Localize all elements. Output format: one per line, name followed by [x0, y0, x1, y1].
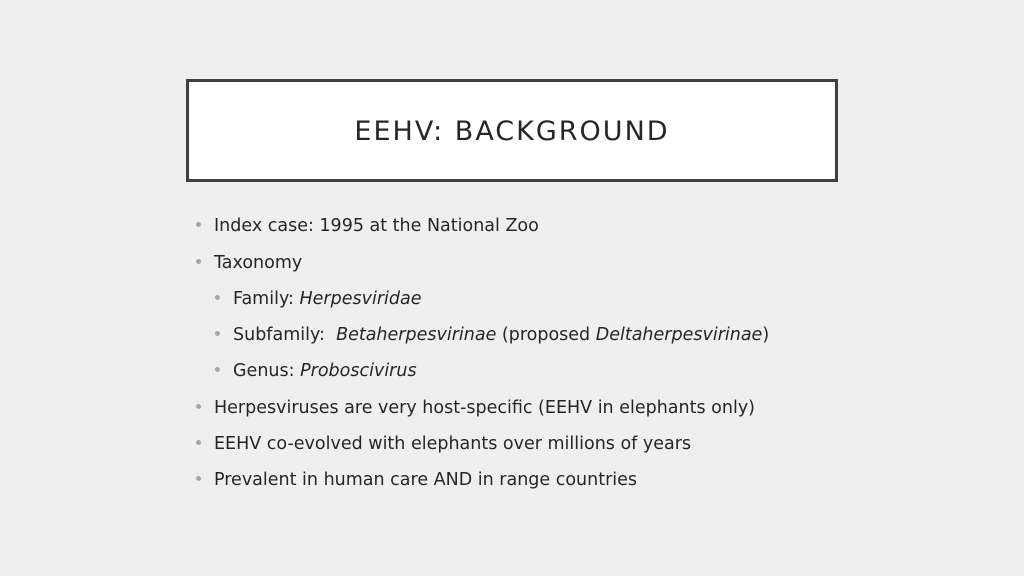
- subfamily-middle: (proposed: [496, 325, 596, 345]
- bullet-item-genus: [215, 359, 417, 383]
- bullet-text: EEHV co-evolved with elephants over millions of years: [214, 434, 692, 454]
- bullet-dot-icon: [196, 476, 201, 481]
- bullet-dot-icon: [215, 367, 220, 372]
- bullet-text: Prevalent in human care AND in range countries: [214, 470, 638, 490]
- bullet-item-prevalent: [196, 468, 637, 492]
- bullet-text: Herpesviruses are very host-specific (EEHV in elephants only): [214, 398, 756, 418]
- family-name: Herpesviridae: [299, 289, 422, 309]
- genus-name: Proboscivirus: [300, 361, 417, 381]
- slide-title: EEHV: BACKGROUND: [354, 116, 670, 147]
- family-label: Family:: [233, 289, 300, 309]
- bullet-dot-icon: [196, 404, 201, 409]
- bullet-item-host-specific: [196, 396, 755, 420]
- bullet-dot-icon: [196, 259, 201, 264]
- bullet-dot-icon: [215, 331, 220, 336]
- bullet-dot-icon: [215, 295, 220, 300]
- proposed-subfamily-name: Deltaherpesvirinae: [595, 325, 763, 345]
- bullet-item-index-case: [196, 214, 539, 238]
- subfamily-suffix: ): [762, 325, 770, 345]
- bullet-item-taxonomy: [196, 251, 302, 275]
- bullet-item-subfamily: [215, 323, 769, 347]
- subfamily-name: Betaherpesvirinae: [336, 325, 497, 345]
- bullet-dot-icon: [196, 440, 201, 445]
- title-box: [186, 79, 838, 182]
- bullet-item-family: [215, 287, 422, 311]
- bullet-text: Index case: 1995 at the National Zoo: [214, 216, 539, 236]
- subfamily-label: Subfamily:: [233, 325, 337, 345]
- bullet-dot-icon: [196, 222, 201, 227]
- bullet-item-coevolved: [196, 432, 691, 456]
- bullet-text: Taxonomy: [214, 253, 303, 273]
- genus-label: Genus:: [233, 361, 301, 381]
